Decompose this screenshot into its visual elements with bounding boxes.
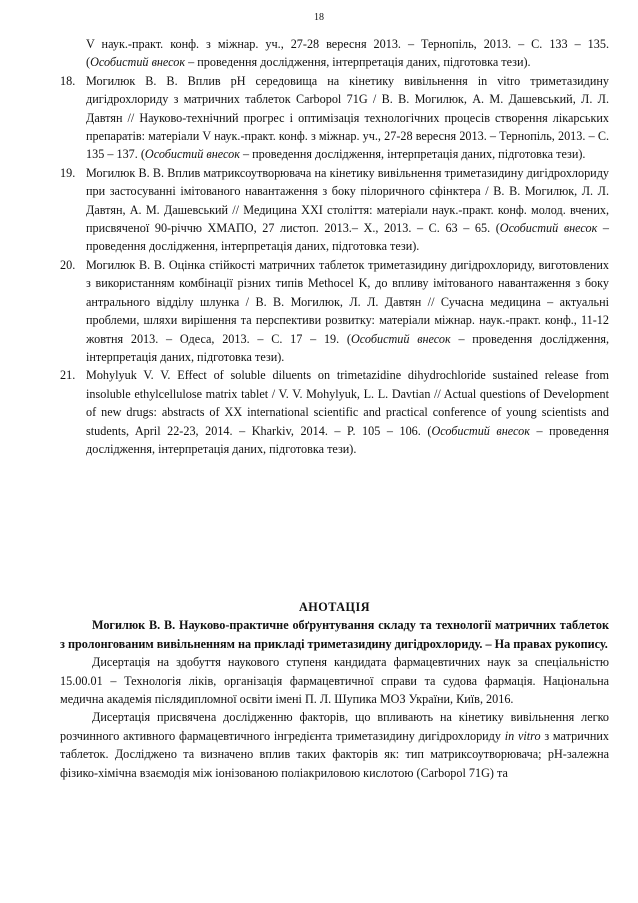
abstract-paragraph	[60, 708, 609, 782]
contribution-label: Особистий внесок	[90, 55, 186, 70]
reference-text: Могилюк В. В. Оцінка стійкості матричних таблеток триметазидину дигідрохлориду, виготовлених з використанням комбінації різних типів Methocel K, до впливу імітованого навантаження з боку антрального відділу шлунка / В. В. Могилюк, Л. Л. Давтян // Сучасна медицина – актуальні проблеми, шляхи вирішення та перспективи розвитку: матеріали міжнар. наук.-практ. конф., 11-12 жовтня 2013. – Одеса, 2013. – С. 17 – 19. (	[86, 257, 609, 346]
reference-item	[60, 256, 609, 366]
reference-list	[60, 35, 609, 458]
abstract-text: Дисертація присвячена дослідженню факторів, що впливають на кінетику вивільнення легко розчинного активного фармацевтичного інгредієнта триметазидину дигідрохлориду	[60, 710, 609, 743]
reference-text-end: – проведення дослідження, інтерпретація даних, підготовка тези).	[86, 221, 609, 254]
page-number: 18	[314, 12, 324, 23]
abstract-section	[60, 598, 609, 782]
reference-item	[60, 72, 609, 164]
contribution-label: Особистий внесок	[351, 331, 451, 346]
contribution-label: Особистий внесок	[144, 147, 240, 162]
reference-item	[60, 366, 609, 458]
contribution-label: Особистий внесок	[499, 221, 598, 236]
reference-text: Mohylyuk V. V. Effect of soluble diluents on trimetazidine dihydrochloride sustained release from insoluble ethylcellulose matrix tablet / V. V. Mohylyuk, L. L. Davtian // Actual questions of Development of new drugs: abstracts of XX international scientific and practical conference of young scientists and students, April 22-23, 2014. – Kharkiv, 2014. – P. 105 – 106. (	[86, 368, 609, 438]
reference-number: 21.	[60, 368, 76, 383]
reference-text-end: – проведення дослідження, інтерпретація даних, підготовка тези).	[86, 331, 609, 364]
abstract-paragraph: Дисертація на здобуття наукового ступеня кандидата фармацевтичних наук за спеціальністю 15.00.01 – Технологія ліків, організація фармацевтичної справи та судова фармація. Національна медична академія післядипломної освіти імені П. Л. Шупика МОЗ України, Київ, 2016.	[60, 655, 609, 707]
reference-item	[60, 35, 609, 72]
reference-number: 19.	[60, 165, 76, 180]
contribution-label: Особистий внесок	[431, 423, 530, 438]
reference-text: V наук.-практ. конф. з міжнар. уч., 27-28 вересня 2013. – Тернопіль, 2013. – С. 133 – 135. (	[86, 37, 609, 70]
abstract-text-end: з матричних таблеток. Досліджено та визначено вплив таких факторів як: тип матриксоутворювача; рН-залежна фізико-хімічна взаємодія між іонізованою поліакриловою кислотою (Carbopol 71G) та	[60, 728, 609, 780]
abstract-lead-text: Могилюк В. В. Науково-практичне обґрунтування складу та технології матричних таблеток з пролонгованим вивільненням на прикладі триметазидину дигідрохлориду. – На правах рукопису.	[60, 618, 609, 651]
reference-text-end: – проведення дослідження, інтерпретація даних, підготовка тези).	[86, 423, 609, 456]
reference-number: 20.	[60, 257, 76, 272]
reference-text-end: – проведення дослідження, інтерпретація даних, підготовка тези).	[185, 55, 531, 70]
abstract-title: АНОТАЦІЯ	[298, 600, 371, 614]
reference-text: Могилюк В. В. Вплив рН середовища на кінетику вивільнення in vitro триметазидину дигідрохлориду з матричних таблеток Carbopol 71G / В. В. Могилюк, А. М. Дашевський, Л. Л. Давтян // Науково-технічний прогрес і оптимізація технологічних процесів створення лікарських препаратів: матеріали V наук.-практ. конф. з міжнар. уч., 27-28 вересня 2013. – Тернопіль, 2013. – С. 135 – 137. (	[86, 73, 609, 162]
reference-number: 18.	[60, 73, 76, 88]
abstract-italic-term: in vitro	[504, 728, 541, 743]
abstract-lead	[60, 616, 609, 653]
reference-text: Могилюк В. В. Вплив матриксоутворювача на кінетику вивільнення триметазидину дигідрохлориду при застосуванні імітованого навантаження з боку пілоричного сфінктера / В. В. Могилюк, Л. Л. Давтян, А. М. Дашевський // Медицина XXI століття: матеріали наук.-практ. конф. молод. вчених, присвяченої 90-річчю ХМАПО, 27 листоп. 2013.– Х., 2013. – С. 63 – 65. (	[86, 165, 609, 236]
reference-text-end: – проведення дослідження, інтерпретація даних, підготовка тези).	[239, 147, 586, 162]
reference-item	[60, 164, 609, 256]
